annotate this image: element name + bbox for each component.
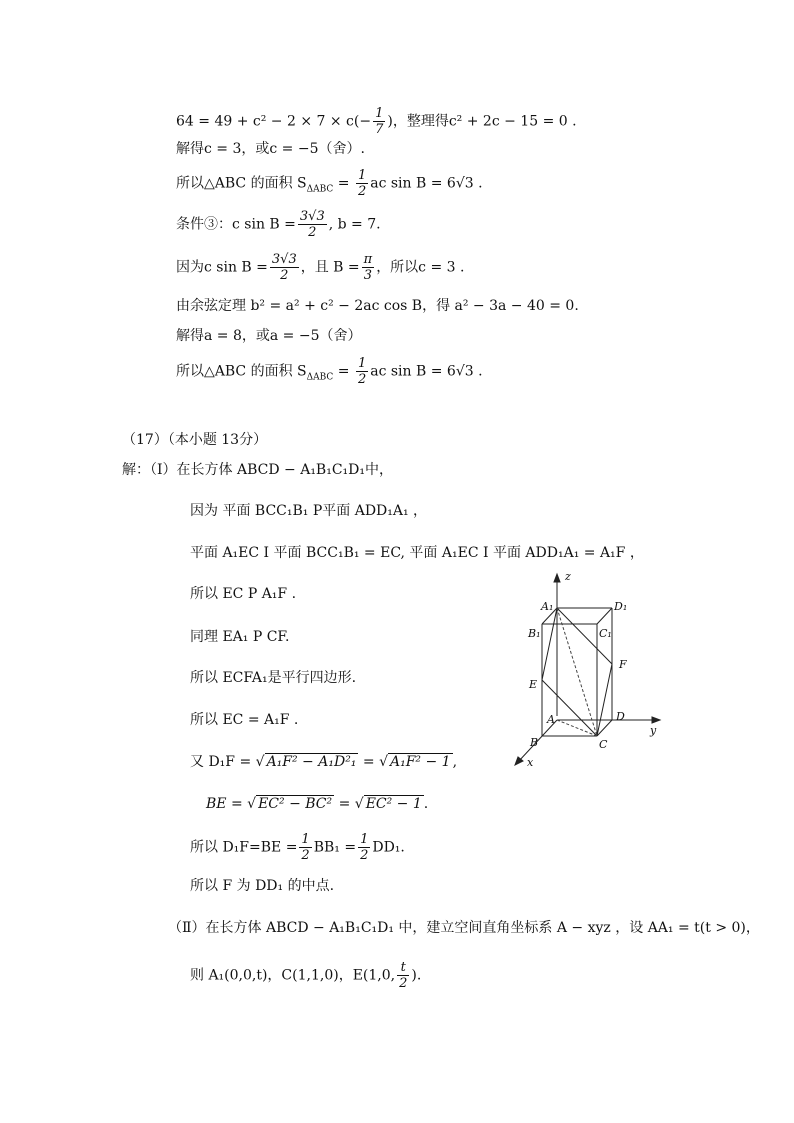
radicand-2: A₁F² − 1	[389, 754, 451, 770]
segment-a1-e	[542, 608, 557, 680]
d1f-be-line	[190, 832, 405, 863]
fraction-numerator: π	[363, 252, 373, 267]
area2-prefix: 所以△ABC 的面积 S	[176, 363, 307, 380]
be-line	[206, 794, 428, 814]
be-prefix: BE =	[206, 796, 243, 812]
cond3-prefix: 条件③：c sin B =	[176, 216, 296, 233]
because-line	[176, 252, 464, 283]
be-period: .	[423, 796, 429, 812]
label-y: y	[650, 724, 657, 737]
sqrt-sign-1: √	[255, 754, 265, 770]
cosine-law-line: 由余弦定理 b² = a² + c² − 2ac cos B，得 a² − 3a − 40 = 0.	[176, 298, 579, 314]
because-suffix: ，所以c = 3 .	[376, 259, 465, 276]
label-b1: B₁	[528, 627, 541, 640]
fraction-one-seventh	[373, 106, 385, 137]
parallel-planes-line: 因为 平面 BCC₁B₁ P平面 ADD₁A₁ ，	[190, 503, 428, 519]
fraction-denominator: 3	[363, 268, 373, 283]
fraction-numerator: 1	[360, 832, 369, 847]
similarly-line: 同理 EA₁ P CF.	[190, 629, 290, 645]
cuboid-figure	[500, 570, 680, 770]
edge-d-c	[597, 720, 612, 736]
label-c1: C₁	[599, 627, 612, 640]
fraction-numerator: 1	[357, 168, 367, 183]
fraction-3root3-over-2-b	[270, 252, 299, 283]
label-d1: D₁	[614, 600, 628, 613]
fraction-3root3-over-2-a	[298, 209, 327, 240]
sqrt-sign-4: √	[354, 796, 364, 812]
fraction-denominator: 7	[375, 122, 384, 137]
z-arrow	[554, 574, 560, 582]
sqrt-sign-2: √	[379, 754, 388, 770]
fraction-half-1	[356, 168, 368, 199]
sqrt-sign-3: √	[247, 796, 257, 812]
label-e: E	[529, 678, 538, 691]
label-d: D	[616, 710, 625, 723]
fraction-numerator: 3√3	[299, 209, 325, 224]
because-mid: ，且 B =	[300, 259, 360, 276]
radicand-4: EC² − 1	[365, 796, 422, 812]
dashed-a-c	[557, 720, 597, 736]
d1f-be-suffix: DD₁.	[372, 839, 405, 856]
eq1-left: 64 = 49 + c² − 2 × 7 × c(−	[176, 113, 372, 130]
fraction-numerator: 1	[375, 106, 384, 121]
fraction-denominator: 2	[301, 848, 310, 863]
fraction-numerator: 1	[301, 832, 310, 847]
fraction-denominator: 2	[399, 976, 408, 991]
d1f-be-mid: BB₁ =	[313, 839, 357, 856]
d1f-prefix: 又 D₁F =	[190, 754, 252, 770]
coords-suffix: ).	[411, 967, 422, 984]
radicand-3: EC² − BC²	[258, 796, 333, 812]
ec-equal-line: 所以 EC = A₁F .	[190, 712, 299, 728]
coordinates-line	[190, 960, 421, 991]
dashed-a1-c	[557, 608, 597, 736]
area1-subscript: ΔABC	[306, 184, 334, 195]
label-z: z	[565, 570, 571, 583]
label-f: F	[619, 658, 627, 671]
fraction-half-3	[299, 832, 311, 863]
label-c: C	[599, 738, 608, 751]
solve-a-line: 解得a = 8，或a = −5（舍）	[176, 328, 362, 344]
d1f-line	[190, 752, 457, 772]
be-equals: =	[338, 796, 351, 812]
area1-suffix: ac sin B = 6√3 .	[370, 175, 483, 192]
area2-suffix: ac sin B = 6√3 .	[370, 363, 483, 380]
fraction-denominator: 2	[357, 184, 367, 199]
area-line-2: 所以△ABC 的面积 $S_{\Delta ABC}$ = $\frac{1}{2}$ ac sin B = 6√3 .	[176, 356, 483, 387]
fraction-t-over-2	[397, 960, 409, 991]
part-1-intro: 解：（Ⅰ）在长方体 ABCD − A₁B₁C₁D₁中，	[122, 462, 393, 478]
label-a1: A₁	[541, 600, 554, 613]
fraction-denominator: 2	[360, 848, 369, 863]
fraction-denominator: 2	[280, 268, 289, 283]
because-prefix: 因为c sin B =	[176, 259, 268, 276]
y-arrow	[652, 717, 660, 723]
label-x: x	[527, 756, 534, 769]
coords-prefix: 则 A₁(0,0,t)，C(1,1,0)，E(1,0,	[190, 967, 396, 984]
ec-parallel-line: 所以 EC P A₁F .	[190, 586, 297, 602]
d1f-comma: ,	[452, 754, 458, 770]
area1-prefix: 所以△ABC 的面积 S	[176, 175, 307, 192]
problem-17-heading: （17）（本小题 13分）	[122, 432, 268, 448]
intersection-line: 平面 A₁EC I 平面 BCC₁B₁ = EC, 平面 A₁EC I 平面 ADD₁A₁ = A₁F ，	[190, 545, 644, 561]
area-line-1: 所以△ABC 的面积 $S_{\Delta ABC}$ = $\frac{1}{2}$ ac sin B = 6√3 .	[176, 168, 483, 199]
cuboid-diagram	[500, 570, 680, 770]
fraction-numerator: 3√3	[271, 252, 297, 267]
equation-line-1	[176, 106, 577, 137]
fraction-numerator: t	[397, 960, 409, 976]
d1f-be-prefix: 所以 D₁F=BE =	[190, 839, 298, 856]
parallelogram-line: 所以 ECFA₁是平行四边形.	[190, 670, 357, 686]
fraction-numerator: 1	[357, 356, 367, 371]
edge-d1-c1	[597, 608, 612, 624]
fraction-half-2	[356, 356, 368, 387]
solve-c-line: 解得c = 3，或c = −5（舍）.	[176, 141, 365, 157]
part-2-intro: （Ⅱ）在长方体 ABCD − A₁B₁C₁D₁ 中，建立空间直角坐标系 A − xyz ，设 AA₁ = t(t > 0)，	[168, 920, 760, 936]
fraction-denominator: 2	[357, 372, 367, 387]
eq1-right: )，整理得c² + 2c − 15 = 0 .	[387, 113, 577, 130]
condition-3-line	[176, 209, 381, 240]
label-b: B	[530, 736, 539, 749]
radicand-1: A₁F² − A₁D²₁	[266, 754, 357, 770]
fraction-denominator: 2	[308, 225, 317, 240]
d1f-equals: =	[362, 754, 375, 770]
fraction-pi-over-3	[362, 252, 375, 283]
label-a: A	[547, 713, 555, 726]
fraction-half-4	[358, 832, 370, 863]
cond3-suffix: , b = 7.	[328, 216, 381, 233]
segment-c-f	[597, 664, 612, 736]
area2-subscript: ΔABC	[306, 372, 334, 383]
midpoint-line: 所以 F 为 DD₁ 的中点.	[190, 878, 335, 894]
